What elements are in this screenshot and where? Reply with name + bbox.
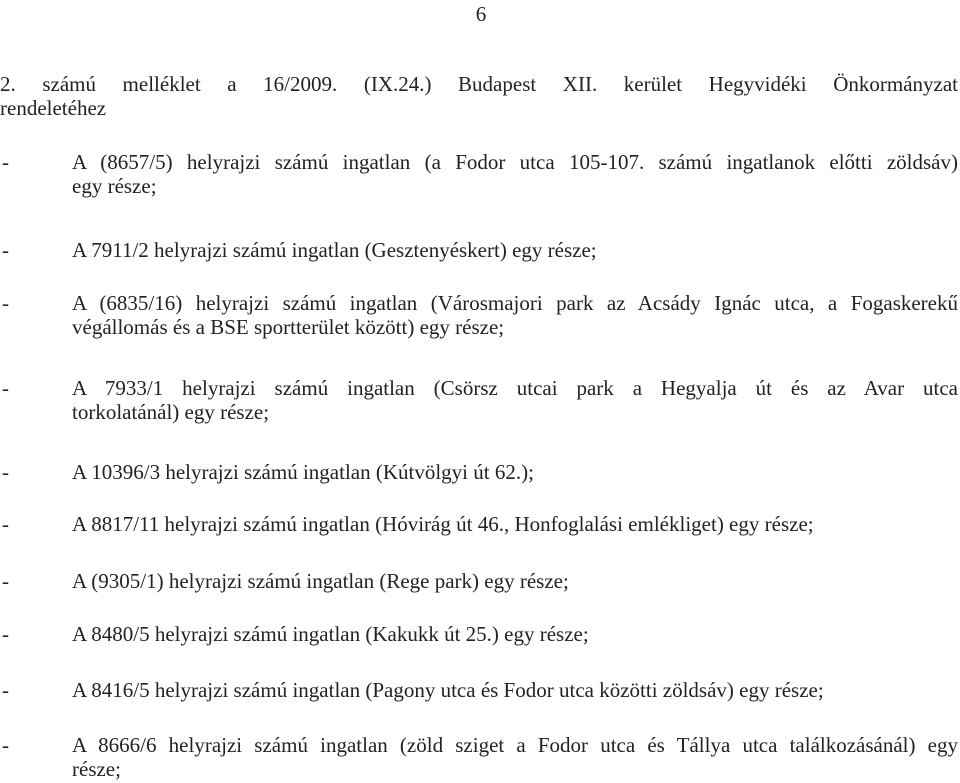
list-item-line-1: A 8666/6 helyrajzi számú ingatlan (zöld sziget a Fodor utca és Tállya utca találkozásánál) egy xyxy=(72,733,958,757)
list-item-dash: - xyxy=(2,512,9,536)
annex-heading-line-2: rendeletéhez xyxy=(0,96,107,120)
list-item-text xyxy=(72,622,958,646)
list-item-dash: - xyxy=(2,238,9,262)
list-item-dash: - xyxy=(2,569,9,593)
annex-heading-line-1: 2. számú melléklet a 16/2009. (IX.24.) Budapest XII. kerület Hegyvidéki Önkormányzat xyxy=(0,72,958,96)
list-item-line-1: A 10396/3 helyrajzi számú ingatlan (Kútvölgyi út 62.); xyxy=(72,460,534,484)
list-item-line-1: A (8657/5) helyrajzi számú ingatlan (a Fodor utca 105-107. számú ingatlanok előtti zöldsáv) xyxy=(72,150,958,174)
list-item-text xyxy=(72,376,958,424)
list-item-line-1: A (6835/16) helyrajzi számú ingatlan (Városmajori park az Acsády Ignác utca, a Fogaskerekű xyxy=(72,291,958,315)
list-item-line-1: A 8480/5 helyrajzi számú ingatlan (Kakukk út 25.) egy része; xyxy=(72,622,589,646)
list-item-text xyxy=(72,291,958,339)
list-item-line-2: egy része; xyxy=(72,174,157,198)
list-item-dash: - xyxy=(2,622,9,646)
list-item-line-1: A 7933/1 helyrajzi számú ingatlan (Csörsz utcai park a Hegyalja út és az Avar utca xyxy=(72,376,958,400)
list-item-line-1: A 7911/2 helyrajzi számú ingatlan (Gesztenyéskert) egy része; xyxy=(72,238,597,262)
list-item-text xyxy=(72,733,958,781)
list-item xyxy=(0,622,958,646)
list-item xyxy=(0,460,958,484)
list-item xyxy=(0,569,958,593)
list-item-dash: - xyxy=(2,678,9,702)
list-item-text xyxy=(72,150,958,198)
list-item-line-1: A 8416/5 helyrajzi számú ingatlan (Pagony utca és Fodor utca közötti zöldsáv) egy része; xyxy=(72,678,824,702)
list-item-dash: - xyxy=(2,150,9,174)
list-item-text xyxy=(72,569,958,593)
list-item xyxy=(0,678,958,702)
list-item-text xyxy=(72,238,958,262)
list-item xyxy=(0,733,958,781)
list-item xyxy=(0,238,958,262)
list-item-dash: - xyxy=(2,376,9,400)
list-item-line-2: végállomás és a BSE sportterület között) egy része; xyxy=(72,315,505,339)
list-item xyxy=(0,512,958,536)
list-item xyxy=(0,376,958,424)
list-item-text xyxy=(72,678,958,702)
list-item-line-2: része; xyxy=(72,757,121,781)
list-item-dash: - xyxy=(2,733,9,757)
list-item-text xyxy=(72,512,958,536)
list-item-line-1: A 8817/11 helyrajzi számú ingatlan (Hóvirág út 46., Honfoglalási emlékliget) egy része; xyxy=(72,512,814,536)
list-item xyxy=(0,150,958,198)
list-item-line-1: A (9305/1) helyrajzi számú ingatlan (Rege park) egy része; xyxy=(72,569,569,593)
page-number: 6 xyxy=(475,2,487,26)
list-item xyxy=(0,291,958,339)
list-item-line-2: torkolatánál) egy része; xyxy=(72,400,270,424)
list-item-dash: - xyxy=(2,291,9,315)
list-item-dash: - xyxy=(2,460,9,484)
list-item-text xyxy=(72,460,958,484)
annex-heading xyxy=(0,72,958,120)
